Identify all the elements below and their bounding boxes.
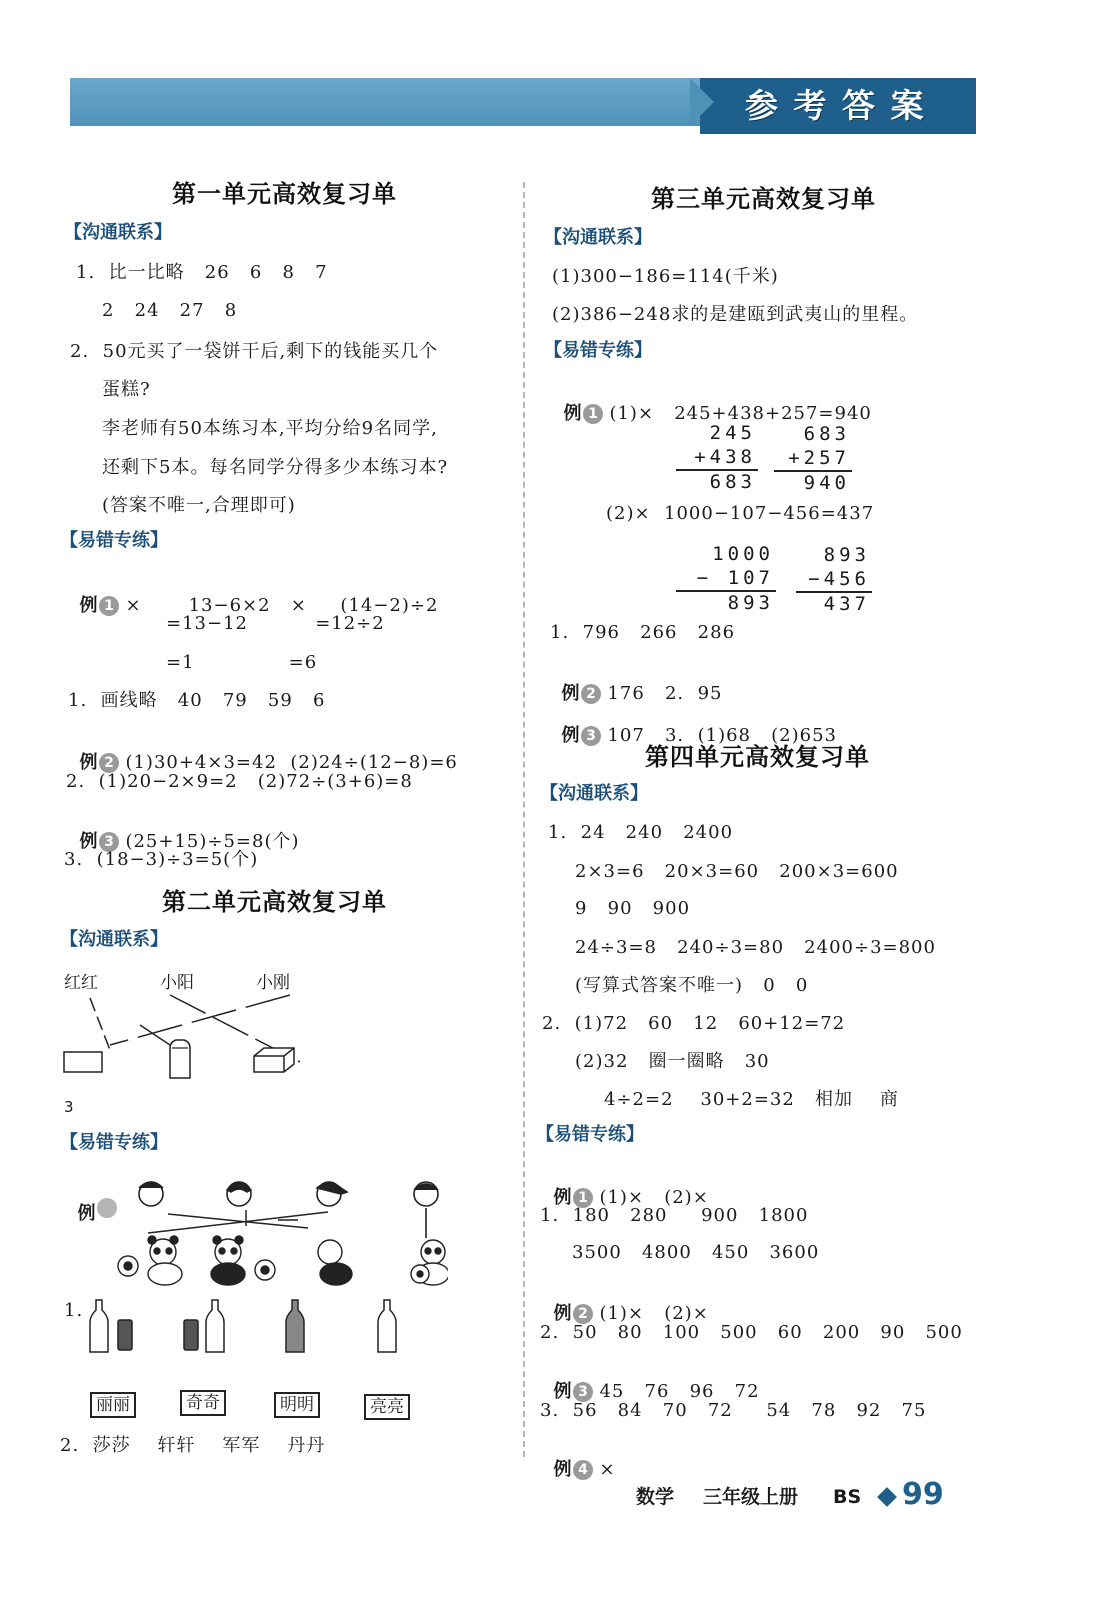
unit3-line-1: (1)300−186=114(千米) [552,266,779,287]
unit1-line-3: 2. 50元买了一袋饼干后,剩下的钱能买几个 [70,341,439,362]
unit3-section-yicuo: 【易错专练】 [544,340,652,361]
vertical-sub-2-top: 893 [823,544,870,566]
vertical-sub-2-result: 437 [823,593,870,615]
unit2-title: 第二单元高效复习单 [162,888,387,916]
vertical-sub-1-result: 893 [727,592,774,614]
unit4-line-11: 2. 50 80 100 500 60 200 90 500 [540,1322,963,1343]
unit4-line-8: 4÷2=2 30+2=32 相加 商 [604,1089,899,1110]
unit3-line-3: (2)× 1000−107−456=437 [606,503,875,524]
vertical-sub-1-top: 1000 [712,543,774,565]
unit1-line-2: 2 24 27 8 [102,300,238,321]
header-arrow [690,78,714,126]
unit3-example-3 [548,703,837,747]
bottle-icon [90,1300,108,1352]
unit2-bottles-cups-figure [88,1296,408,1356]
bottle-icon [206,1300,224,1352]
unit2-name-c: 小刚 [256,973,290,993]
vertical-add-2-mid: +257 [788,447,850,469]
vertical-add-2-top: 683 [803,423,850,445]
unit2-question-2: 2. 莎莎 轩轩 军军 丹丹 [60,1435,326,1456]
unit1-section-goutong: 【沟通联系】 [64,222,172,243]
unit1-title: 第一单元高效复习单 [172,180,397,208]
example-number-badge: 3 [99,832,119,852]
unit4-line-6: 2. (1)72 60 12 60+12=72 [542,1013,846,1034]
example-label: 例 [563,403,583,424]
name-box-4: 亮亮 [364,1394,410,1420]
vertical-add-1-top: 245 [709,422,756,444]
vertical-sub-2-mid: −456 [808,568,870,590]
example-1-text: (1)× (2)× [599,1187,709,1208]
example-4-text: × [599,1459,616,1480]
example-label: 例 [79,752,99,773]
unit1-section-yicuo: 【易错专练】 [60,530,168,551]
unit2-section-yicuo: 【易错专练】 [60,1132,168,1153]
example-label: 例 [77,1203,97,1224]
example-2-text: (1)× (2)× [599,1303,709,1324]
cup-icon [118,1320,132,1350]
unit2-faces-pandas-figure [108,1178,448,1288]
unit4-line-1: 1. 24 240 2400 [548,822,734,843]
unit4-section-yicuo: 【易错专练】 [536,1124,644,1145]
unit4-line-10: 3500 4800 450 3600 [572,1242,820,1263]
unit3-line-4: 1. 796 266 286 [550,622,736,643]
unit2-name-a: 红红 [64,973,98,993]
name-box-3: 明明 [274,1392,320,1418]
footer-edition: BS [833,1486,862,1508]
unit4-line-7: (2)32 圈一圈略 30 [575,1051,770,1072]
unit4-line-4: 24÷3=8 240÷3=80 2400÷3=800 [575,937,936,958]
unit1-line-10: 3. (18−3)÷3=5(个) [64,849,259,870]
unit1-line-9: 2. (1)20−2×9=2 (2)72÷(3+6)=8 [66,771,413,792]
unit1-line-1: 1. 比一比略 26 6 8 7 [76,262,328,283]
vertical-add-1-mid: +438 [694,446,756,468]
unit2-section-goutong: 【沟通联系】 [60,929,168,950]
unit1-line-5: 李老师有50本练习本,平均分给9名同学, [102,418,438,439]
vertical-add-2-result: 940 [803,472,850,494]
unit4-line-5: (写算式答案不唯一) 0 0 [575,975,809,996]
unit2-question-1: 1. [64,1300,84,1321]
unit4-title: 第四单元高效复习单 [645,743,870,771]
example-number-badge: 4 [573,1460,593,1480]
example-label: 例 [561,725,581,746]
example-1-text: × 13−6×2 × (14−2)÷2 [125,595,439,616]
face-icon [139,1182,438,1238]
example-label: 例 [553,1303,573,1324]
unit1-line-8: 1. 画线略 40 79 59 6 [68,690,326,711]
unit1-example-1-step-3: =1 =6 [166,652,318,673]
bottle-icon [286,1300,304,1352]
example-number-badge: 2 [573,1304,593,1324]
example-label: 例 [561,683,581,704]
footer-diamond-icon [877,1487,897,1507]
unit4-example-4 [540,1437,616,1481]
footer-page-number: 99 [902,1477,944,1512]
example-number-badge: 1 [99,596,119,616]
column-divider [523,182,525,1457]
example-2-text: (1)30+4×3=42 (2)24÷(12−8)=6 [125,752,458,773]
example-3-text: (25+15)÷5=8(个) [125,831,300,852]
unit1-example-1-step-2: =13−12 =12÷2 [166,613,385,634]
unit4-example-3 [540,1359,760,1403]
example-label: 例 [79,831,99,852]
example-3-text: 45 76 96 72 [599,1381,760,1402]
vertical-add-1-result: 683 [709,471,756,493]
unit4-line-12: 3. 56 84 70 72 54 78 92 75 [540,1400,927,1421]
example-number-badge: 3 [581,726,601,746]
unit1-example-2 [66,730,458,774]
unit1-line-7: (答案不唯一,合理即可) [102,495,296,516]
example-number-badge: 1 [573,1188,593,1208]
unit2-name-b: 小阳 [160,973,194,993]
bottle-icon [378,1300,396,1352]
example-label: 例 [553,1381,573,1402]
unit4-example-1 [540,1165,709,1209]
unit4-line-3: 9 90 900 [575,898,691,919]
footer-grade: 三年级上册 [703,1486,799,1508]
unit1-line-4: 蛋糕? [102,379,151,400]
unit3-example-1 [550,381,872,425]
name-box-2: 奇奇 [180,1390,226,1416]
example-label: 例 [553,1459,573,1480]
example-1-text: (1)× 245+438+257=940 [609,403,872,424]
unit3-title: 第三单元高效复习单 [651,185,876,213]
header-banner [70,78,700,126]
header-title: 参 考 答 案 [745,86,926,125]
panda-icon [118,1236,448,1285]
example-number-badge: 3 [573,1382,593,1402]
name-box-1: 丽丽 [90,1392,136,1418]
unit2-answer: 3 [64,1098,75,1116]
example-number-badge: 2 [581,684,601,704]
cup-icon [184,1320,198,1350]
unit2-matching-figure [60,990,320,1090]
example-label: 例 [553,1187,573,1208]
example-2-text: 176 2. 95 [607,683,723,704]
example-label: 例 [79,595,99,616]
vertical-sub-1-mid: − 107 [696,567,774,589]
unit1-example-3 [66,809,300,853]
example-3-text: 107 3. (1)68 (2)653 [607,725,838,746]
unit1-line-6: 还剩下5本。每名同学分得多少本练习本? [102,457,449,478]
unit4-section-goutong: 【沟通联系】 [540,783,648,804]
example-number-badge: 1 [583,404,603,424]
example-number-badge: 2 [99,753,119,773]
footer-subject: 数学 [636,1486,675,1508]
unit4-example-2 [540,1281,709,1325]
unit4-line-9: 1. 180 280 900 1800 [540,1205,809,1226]
unit3-line-2: (2)386−248求的是建瓯到武夷山的里程。 [552,304,919,325]
unit4-line-2: 2×3=6 20×3=60 200×3=600 [575,861,899,882]
unit1-example-1 [66,573,438,617]
unit3-example-2 [548,661,723,705]
unit3-section-goutong: 【沟通联系】 [544,227,652,248]
